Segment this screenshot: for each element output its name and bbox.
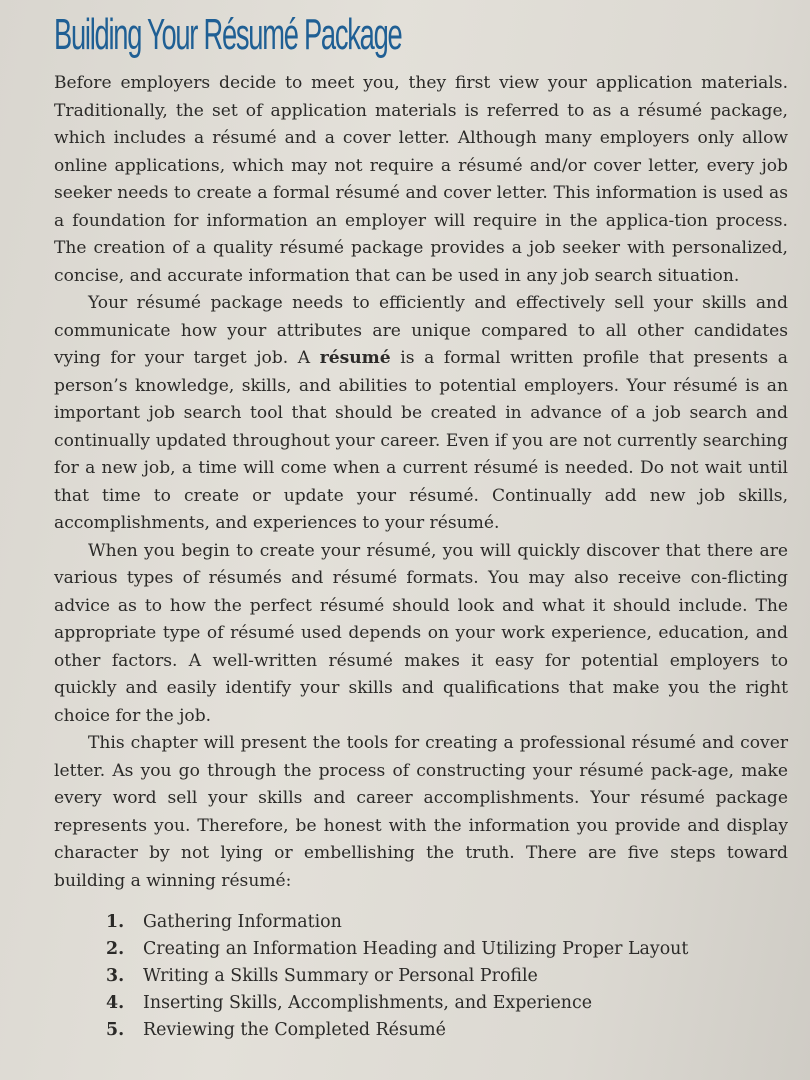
paragraph-text-after: is a formal written profile that presents a person’s knowledge, skills, and abilities to potential employers. Your résumé is an important job search tool that should be created in advance of a job search and continually updated throughout your career. Even if you are not currently searching for a new job, a time will come when a current résumé is needed. Do not wait until that time to create or update your résumé. Continually add new job skills, accomplishments, and experiences to your résumé. <box>54 348 788 533</box>
steps-list <box>106 909 788 1044</box>
step-text: Gathering Information <box>143 912 342 932</box>
step-text: Creating an Information Heading and Utilizing Proper Layout <box>143 939 689 959</box>
paragraph-resume-types: When you begin to create your résumé, you will quickly discover that there are various types of résumés and résumé formats. You may also receive con-flicting advice as to how the perfect résumé should look and what it should include. The appropriate type of résumé used depends on your work experience, education, and other factors. A well-written résumé makes it easy for potential employers to quickly and easily identify your skills and qualifications that make you the right choice for the job. <box>54 540 788 726</box>
section-title: Building Your Résumé Package <box>54 10 402 59</box>
step-number: 5. <box>106 1020 125 1040</box>
step-text: Inserting Skills, Accomplishments, and Experience <box>143 993 593 1013</box>
paragraph-intro: Before employers decide to meet you, they first view your application materials. Traditionally, the set of application materials is referred to as a résumé package, which includes a résumé and a cover letter. Although many employers only allow online applications, which may not require a résumé and/or cover letter, every job seeker needs to create a formal résumé and cover letter. This information is used as a foundation for information an employer will require in the applica-tion process. The creation of a quality résumé package provides a job seeker with personalized, concise, and accurate information that can be used in any job search situation. <box>54 73 788 286</box>
key-term-resume: résumé <box>319 348 391 368</box>
list-item <box>106 1017 788 1044</box>
list-item <box>106 909 788 936</box>
step-number: 2. <box>106 939 125 959</box>
step-text: Writing a Skills Summary or Personal Profile <box>143 966 538 986</box>
paragraph-text-before: Your résumé package needs to efficiently and effectively sell your skills and communicate how your attributes are unique compared to all other candidates vying for your target job. A <box>54 293 788 368</box>
list-item <box>106 990 788 1017</box>
step-number: 4. <box>106 993 125 1013</box>
list-item <box>106 963 788 990</box>
paragraph-resume-definition <box>54 290 788 538</box>
body-text <box>54 70 788 895</box>
step-text: Reviewing the Completed Résumé <box>143 1020 446 1040</box>
step-number: 3. <box>106 966 125 986</box>
paragraph-chapter-overview: This chapter will present the tools for creating a professional résumé and cover letter. As you go through the process of constructing your résumé pack-age, make every word sell your skills and career accomplishments. Your résumé package represents you. Therefore, be honest with the information you provide and display character by not lying or embellishing the truth. There are five steps toward building a winning résumé: <box>54 733 788 891</box>
list-item <box>106 936 788 963</box>
step-number: 1. <box>106 912 125 932</box>
